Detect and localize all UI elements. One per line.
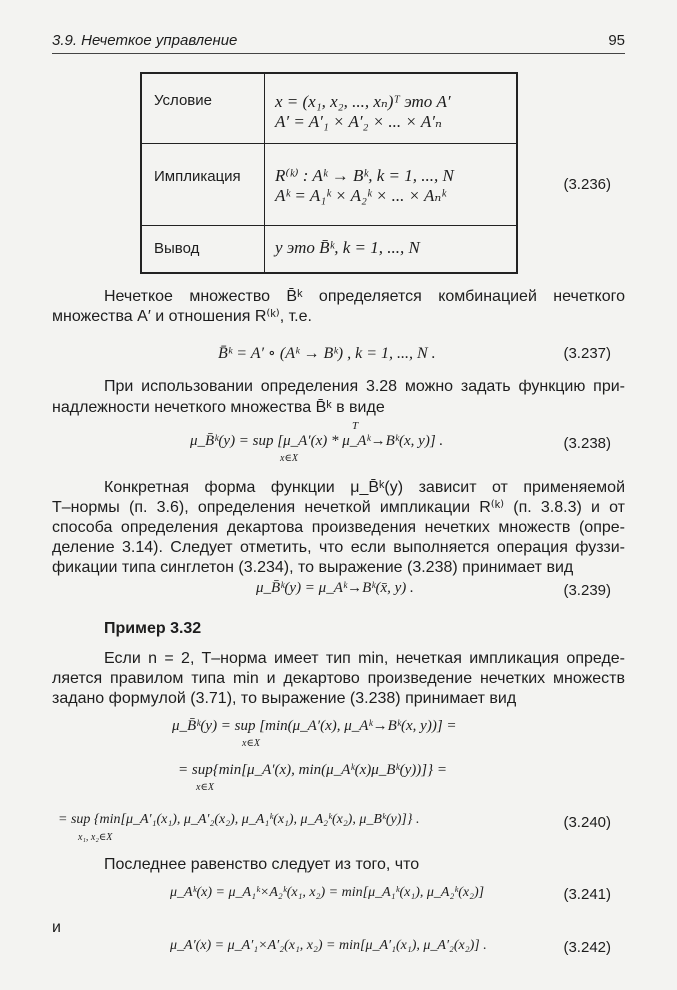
- para3-line4: деление 3.14). Следует отметить, что если выполняется операция фуззи-: [52, 539, 625, 556]
- eq-number-242: (3.242): [563, 939, 611, 956]
- eq-number-238: (3.238): [563, 435, 611, 452]
- para1-line1: Нечеткое множество B̄ᵏ определяется комбинацией нечеткого: [104, 288, 625, 305]
- sup-under-240-3: x₁, x₂∈X: [78, 832, 113, 843]
- para3-line2: T–нормы (п. 3.6), определения нечеткой импликации R⁽ᵏ⁾ (п. 3.8.3) и от: [52, 499, 625, 516]
- page-number: 95: [608, 32, 625, 49]
- example-title: Пример 3.32: [104, 620, 202, 637]
- sup-under-238: x∈X: [280, 453, 298, 464]
- para1-line2: множества A′ и отношения R⁽ᵏ⁾, т.е.: [52, 308, 312, 325]
- equation-237: B̄ᵏ = A′ ∘ (Aᵏ → Bᵏ) , k = 1, ..., N .: [218, 345, 436, 362]
- equation-239: μ_B̄ᵏ(y) = μ_Aᵏ→Bᵏ(x̄, y) .: [256, 580, 414, 596]
- tnorm-superscript: T: [352, 420, 359, 432]
- implication-line-2: Aᵏ = A₁ᵏ × A₂ᵏ × ... × Aₙᵏ: [275, 185, 447, 205]
- para4-line1: Если n = 2, T–норма имеет тип min, нечеткая импликация опреде-: [104, 650, 625, 667]
- fuzzy-rule-table: [140, 72, 518, 274]
- row-label-condition: Условие: [141, 73, 265, 143]
- para3-line1: Конкретная форма функции μ_B̄ᵏ(y) зависит от применяемой: [104, 479, 625, 496]
- section-title: 3.9. Нечеткое управление: [52, 32, 238, 49]
- table-row: [141, 73, 517, 143]
- equation-240-line3: = sup {min[μ_A′₁(x₁), μ_A′₂(x₂), μ_A₁ᵏ(x₁), μ_A₂ᵏ(x₂), μ_Bᵏ(y)]} .: [58, 812, 420, 827]
- condition-line-2: A′ = A′₁ × A′₂ × ... × A′ₙ: [275, 112, 442, 131]
- para3-line3: способа определения декартова произведения нечетких множеств (опре-: [52, 519, 625, 536]
- conjunction-and: и: [52, 919, 61, 936]
- eq-number-239: (3.239): [563, 582, 611, 599]
- equation-241: μ_Aᵏ(x) = μ_A₁ᵏ×A₂ᵏ(x₁, x₂) = min[μ_A₁ᵏ(x₁), μ_A₂ᵏ(x₂)]: [170, 885, 485, 900]
- implication-line-1: R⁽ᵏ⁾ : Aᵏ → Bᵏ, k = 1, ..., N: [275, 165, 454, 185]
- row-label-conclusion: Вывод: [141, 225, 265, 273]
- equation-240-line2: = sup{min[μ_A′(x), min(μ_Aᵏ(x)μ_Bᵏ(y))]} =: [178, 762, 447, 778]
- eq-number-236: (3.236): [563, 176, 611, 193]
- row-value-condition: [265, 73, 518, 143]
- table-row: [141, 225, 517, 273]
- sup-under-240-1: x∈X: [242, 738, 260, 749]
- para3-line5: фикации типа синглетон (3.234), то выражение (3.238) принимает вид: [52, 559, 574, 576]
- eq-number-237: (3.237): [563, 345, 611, 362]
- row-value-conclusion: y это B̄ᵏ, k = 1, ..., N: [265, 225, 518, 273]
- equation-238: μ_B̄ᵏ(y) = sup [μ_A′(x) * μ_Aᵏ→Bᵏ(x, y)] .: [190, 433, 444, 449]
- para2-line1: При использовании определения 3.28 можно задать функцию при-: [104, 378, 625, 395]
- running-header: [52, 32, 625, 54]
- row-value-implication: [265, 143, 518, 225]
- para4-line3: задано формулой (3.71), то выражение (3.238) принимает вид: [52, 690, 517, 707]
- row-label-implication: Импликация: [141, 143, 265, 225]
- equation-240-line1: μ_B̄ᵏ(y) = sup [min(μ_A′(x), μ_Aᵏ→Bᵏ(x, y))] =: [172, 718, 457, 734]
- para4-line2: ляется правилом типа min и декартово произведение нечетких множеств: [52, 670, 625, 687]
- sup-under-240-2: x∈X: [196, 782, 214, 793]
- para5-line1: Последнее равенство следует из того, что: [104, 856, 420, 873]
- eq-number-240: (3.240): [563, 814, 611, 831]
- equation-242: μ_A′(x) = μ_A′₁×A′₂(x₁, x₂) = min[μ_A′₁(x₁), μ_A′₂(x₂)] .: [170, 938, 487, 953]
- table-row: [141, 143, 517, 225]
- para2-line2: надлежности нечеткого множества B̄ᵏ в виде: [52, 399, 385, 416]
- eq-number-241: (3.241): [563, 886, 611, 903]
- condition-line-1: x = (x₁, x₂, ..., xₙ)ᵀ это A′: [275, 92, 451, 111]
